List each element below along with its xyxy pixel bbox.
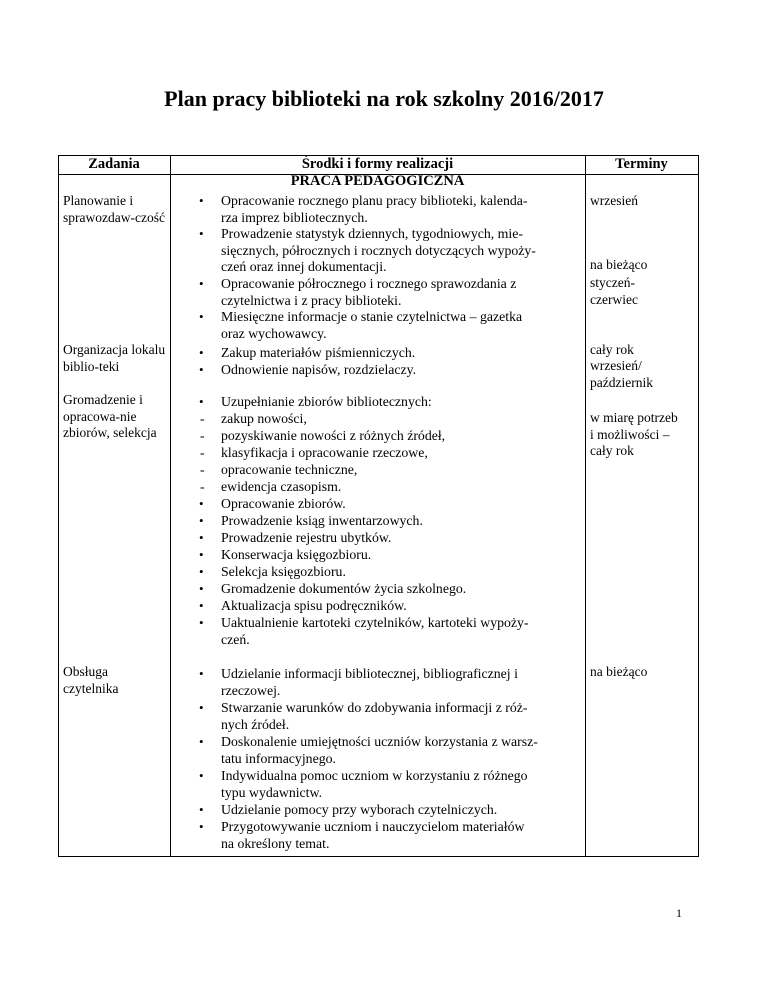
bullet-icon: •: [199, 564, 204, 579]
page-title: Plan pracy biblioteki na rok szkolny 2016/2017: [164, 86, 604, 111]
list-item: Gromadzenie dokumentów życia szkolnego.: [221, 581, 467, 596]
list-item: Opracowanie rocznego planu pracy biblioteki, kalenda- rza imprez bibliotecznych.: [221, 193, 528, 225]
term-september: wrzesień: [590, 193, 638, 208]
list-item: Miesięczne informacje o stanie czytelnictwa – gazetka oraz wychowawcy.: [221, 309, 523, 341]
table-bottom-border: [58, 856, 699, 857]
list-item: Doskonalenie umiejętności uczniów korzystania z warsz- tatu informacyjnego.: [221, 734, 538, 766]
header-means: Środki i formy realizacji: [301, 156, 454, 172]
dash-marker: -: [200, 462, 205, 477]
list-item: opracowanie techniczne,: [221, 462, 358, 477]
task-planning: Planowanie i sprawozdaw-czość: [63, 193, 165, 225]
list-item: Konserwacja księgozbioru.: [221, 547, 372, 562]
list-item: Prowadzenie statystyk dziennych, tygodniowych, mie- sięcznych, półrocznych i rocznych dotyczących wypoży- czeń oraz innej dokumentacji.: [221, 226, 536, 274]
bullet-icon: •: [199, 530, 204, 545]
bullet-icon: •: [199, 345, 204, 360]
bullet-icon: •: [199, 362, 204, 377]
bullet-icon: •: [199, 598, 204, 613]
task-collection: Gromadzenie i opracowa-nie zbiorów, selekcja: [63, 392, 157, 440]
list-item: Odnowienie napisów, rozdzielaczy.: [221, 362, 417, 377]
term-ongoing-service: na bieżąco: [590, 664, 648, 679]
task-organization: Organizacja lokalu biblio-teki: [63, 342, 166, 374]
term-as-needed: w miarę potrzeb i możliwości – cały rok: [590, 410, 678, 458]
bullet-icon: •: [199, 276, 204, 291]
list-item: Uzupełnianie zbiorów bibliotecznych:: [221, 394, 432, 409]
page-number: 1: [676, 906, 682, 920]
bullet-icon: •: [199, 309, 204, 324]
dash-marker: -: [200, 479, 205, 494]
column-divider-2: [585, 155, 586, 857]
bullet-icon: •: [199, 496, 204, 511]
bullet-icon: •: [199, 700, 204, 715]
list-item: Opracowanie półrocznego i rocznego sprawozdania z czytelnictwa i z pracy biblioteki.: [221, 276, 517, 308]
dash-marker: -: [200, 428, 205, 443]
dash-marker: -: [200, 445, 205, 460]
bullet-icon: •: [199, 513, 204, 528]
list-item: pozyskiwanie nowości z różnych źródeł,: [221, 428, 446, 443]
list-item: Udzielanie pomocy przy wyborach czytelniczych.: [221, 802, 498, 817]
task-reader-service: Obsługa czytelnika: [63, 664, 119, 696]
bullet-icon: •: [199, 666, 204, 681]
section-title: PRACA PEDAGOGICZNA: [290, 173, 465, 189]
list-item: Indywidualna pomoc uczniom w korzystaniu z różnego typu wydawnictw.: [221, 768, 528, 800]
header-tasks: Zadania: [88, 156, 140, 172]
list-item: Stwarzanie warunków do zdobywania informacji z róż- nych źródeł.: [221, 700, 528, 732]
list-item: Udzielanie informacji bibliotecznej, bibliograficznej i rzeczowej.: [221, 666, 518, 698]
table-right-border: [698, 155, 699, 857]
header-terms: Terminy: [615, 156, 668, 172]
bullet-icon: •: [199, 581, 204, 596]
table-left-border: [58, 155, 59, 857]
list-item: Prowadzenie ksiąg inwentarzowych.: [221, 513, 423, 528]
list-item: Selekcja księgozbioru.: [221, 564, 346, 579]
bullet-icon: •: [199, 819, 204, 834]
bullet-icon: •: [199, 226, 204, 241]
term-january-june: styczeń-czerwiec: [590, 275, 638, 307]
term-all-year: cały rok: [590, 342, 634, 357]
list-item: ewidencja czasopism.: [221, 479, 342, 494]
bullet-icon: •: [199, 768, 204, 783]
bullet-icon: •: [199, 547, 204, 562]
list-item: zakup nowości,: [221, 411, 307, 426]
term-september-october: wrzesień/ październik: [590, 358, 653, 390]
list-item: Uaktualnienie kartoteki czytelników, kartoteki wypoży- czeń.: [221, 615, 529, 647]
term-ongoing: na bieżąco: [590, 257, 648, 272]
dash-marker: -: [200, 411, 205, 426]
list-item: Aktualizacja spisu podręczników.: [221, 598, 407, 613]
list-item: Zakup materiałów piśmienniczych.: [221, 345, 416, 360]
bullet-icon: •: [199, 734, 204, 749]
bullet-icon: •: [199, 615, 204, 630]
list-item: klasyfikacja i opracowanie rzeczowe,: [221, 445, 428, 460]
list-item: Opracowanie zbiorów.: [221, 496, 346, 511]
bullet-icon: •: [199, 394, 204, 409]
bullet-icon: •: [199, 193, 204, 208]
bullet-icon: •: [199, 802, 204, 817]
list-item: Prowadzenie rejestru ubytków.: [221, 530, 392, 545]
column-divider-1: [170, 155, 171, 857]
list-item: Przygotowywanie uczniom i nauczycielom materiałów na określony temat.: [221, 819, 525, 851]
